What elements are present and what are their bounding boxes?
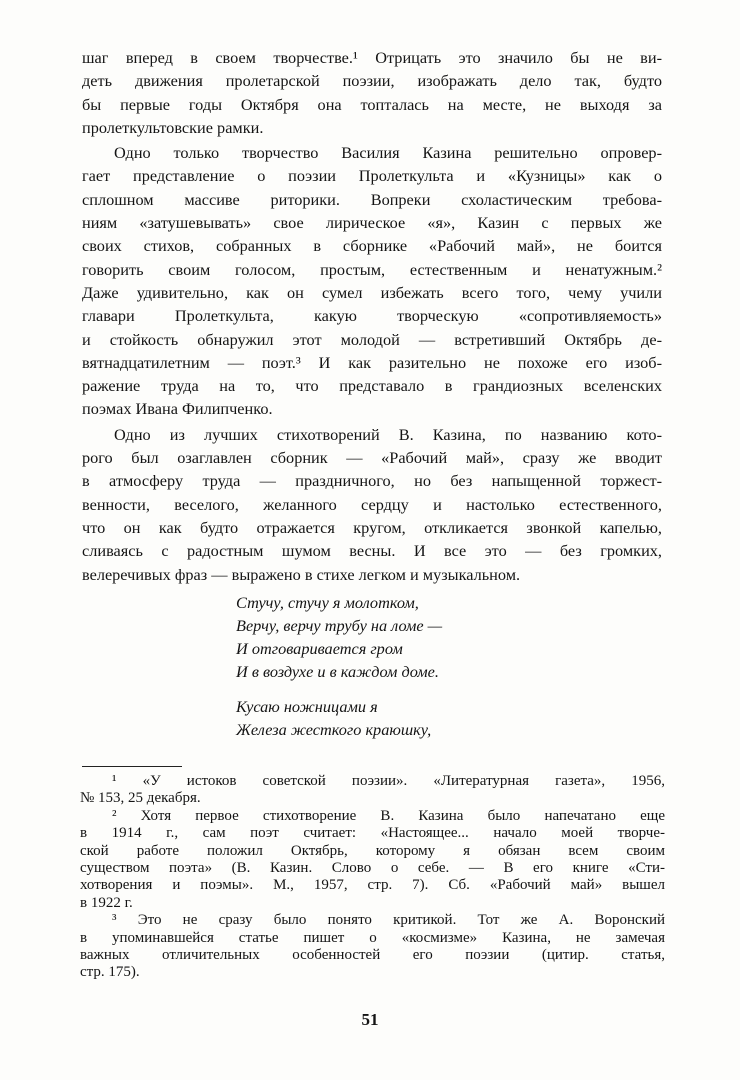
poem-line: И отговаривается гром: [236, 639, 403, 658]
text-line: Одно только творчество Василия Казина решительно опровер-: [114, 143, 662, 163]
text-line: поэмах Ивана Филипченко.: [82, 399, 273, 419]
poem-line: И в воздухе и в каждом доме.: [236, 662, 439, 681]
poem-stanza: [236, 591, 442, 683]
paragraph-continuation: [82, 46, 662, 139]
poem-line: Верчу, верчу трубу на ломе —: [236, 616, 443, 635]
text-line: в атмосферу труда — праздничного, но без напыщенной торжест-: [82, 471, 662, 491]
poem-stanza: [236, 695, 442, 741]
paragraph-rabochiy-may: [82, 423, 662, 586]
text-line: рого был озаглавлен сборник — «Рабочий май», сразу же вводит: [82, 448, 662, 468]
text-line: Даже удивительно, как он сумел избежать всего того, чему учили: [82, 282, 662, 302]
footnote-1: [80, 773, 665, 808]
text-line: главари Пролеткульта, какую творческую «сопротивляемость»: [82, 306, 662, 326]
text-line: и стойкость обнаружил этот молодой — встретивший Октябрь де-: [82, 329, 662, 349]
text-line: сплошном массиве риторики. Вопреки схоластическим требова-: [82, 189, 662, 209]
footnote-line: хотворения и поэмы». М., 1957, стр. 7). Сб. «Рабочий май» вышел: [80, 877, 665, 894]
text-line: говорить своим голосом, простым, естественным и ненатужным.²: [82, 259, 662, 279]
poem-quote: [236, 591, 442, 753]
text-line: шаг вперед в своем творчестве.¹ Отрицать это значило бы не ви-: [82, 48, 662, 67]
poem-line: Железа жесткого краюшку,: [236, 720, 432, 739]
text-line: пролеткультовские рамки.: [82, 117, 264, 137]
footnote-line: существом поэта» (В. Казин. Слово о себе. — В его книге «Сти-: [80, 860, 665, 877]
text-line: сливаясь с радостным шумом весны. И все это — без громких,: [82, 541, 662, 561]
footnote-line: ской работе положил Октябрь, которому я обязан всем своим: [80, 842, 665, 859]
footnote-2: [80, 808, 665, 912]
footnote-line: ³ Это не сразу было понято критикой. Тот же А. Воронский: [112, 912, 665, 929]
footnote-line: в упоминавшейся статье пишет о «космизме» Казина, не замечая: [80, 929, 665, 946]
footnotes: [80, 773, 665, 982]
main-text: [82, 46, 662, 586]
footnote-line: № 153, 25 декабря.: [80, 790, 201, 807]
text-line: бы первые годы Октября она топталась на месте, не выходя за: [82, 94, 662, 114]
footnote-divider: [82, 766, 182, 767]
text-line: гает представление о поэзии Пролеткульта и «Кузницы» как о: [82, 166, 662, 186]
footnote-line: ² Хотя первое стихотворение В. Казина было напечатано еще: [112, 807, 665, 824]
text-line: ражение труда на то, что представало в грандиозных вселенских: [82, 376, 662, 396]
paragraph-kazin-work: [82, 141, 662, 421]
text-line: велеречивых фраз — выражено в стихе легком и музыкальном.: [82, 564, 521, 584]
text-line: своих стихов, собранных в сборнике «Рабочий май», не боится: [82, 236, 662, 256]
footnote-line: в 1914 г., сам поэт считает: «Настоящее... начало моей творче-: [80, 825, 665, 842]
page-number: 51: [361, 1010, 379, 1029]
text-line: вятнадцатилетним — поэт.³ И как разительно не похоже его изоб-: [82, 352, 662, 372]
footnote-line: стр. 175).: [80, 964, 140, 981]
footnote-line: важных отличительных особенностей его поэзии (цитир. статья,: [80, 947, 665, 964]
footnote-line: ¹ «У истоков советской поэзии». «Литературная газета», 1956,: [112, 773, 665, 789]
footnote-line: в 1922 г.: [80, 894, 133, 911]
text-line: деть движения пролетарской поэзии, изображать дело так, будто: [82, 71, 662, 91]
text-line: что он как будто отражается кругом, откликается звонкой капелью,: [82, 517, 662, 537]
text-line: Одно из лучших стихотворений В. Казина, по названию кото-: [114, 424, 662, 444]
poem-line: Кусаю ножницами я: [236, 697, 378, 716]
text-line: ниям «затушевывать» свое лирическое «я», Казин с первых же: [82, 213, 662, 233]
poem-line: Стучу, стучу я молотком,: [236, 593, 419, 612]
footnote-3: [80, 912, 665, 982]
text-line: венности, веселого, желанного сердцу и настолько естественного,: [82, 494, 662, 514]
